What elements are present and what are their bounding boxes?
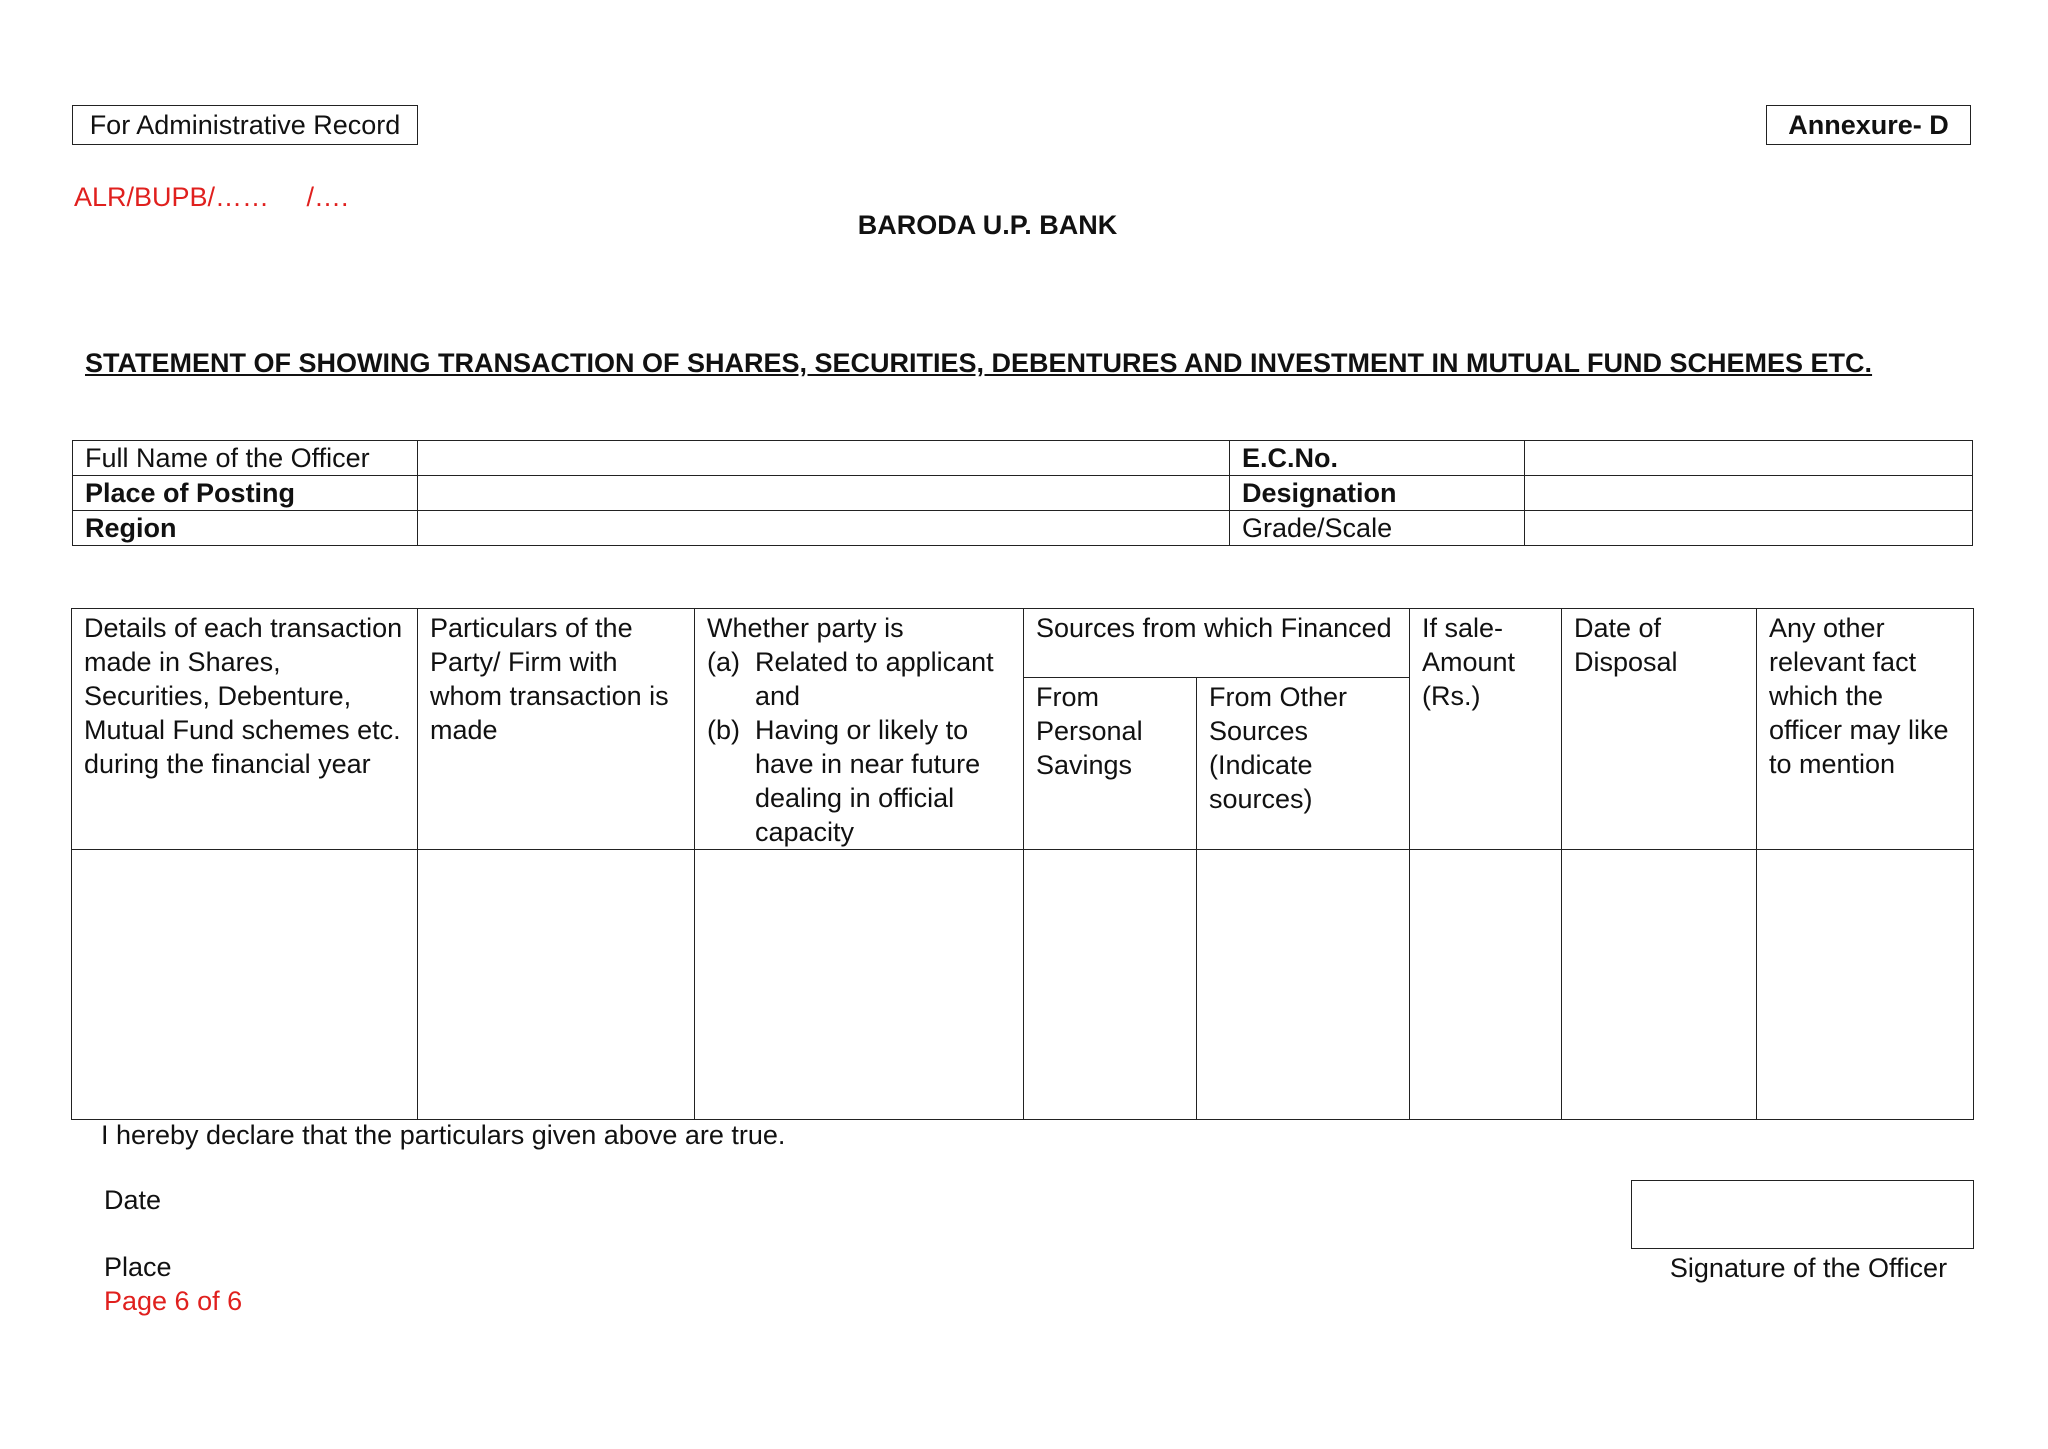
ec-no-label: E.C.No.: [1230, 441, 1525, 476]
statement-title: STATEMENT OF SHOWING TRANSACTION OF SHARES, SECURITIES, DEBENTURES AND INVESTMENT IN MUTUAL FUND SCHEMES ETC.: [85, 348, 1873, 378]
item-a-marker: (a): [707, 647, 740, 677]
entry-sources-other[interactable]: [1197, 850, 1410, 1120]
item-a-text: Related to applicant and: [755, 647, 994, 711]
grade-scale-label: Grade/Scale: [1230, 511, 1525, 546]
page-number: Page 6 of 6: [104, 1286, 243, 1316]
region-field[interactable]: [418, 511, 1230, 546]
entry-sources-personal[interactable]: [1024, 850, 1197, 1120]
region-label: Region: [73, 511, 418, 546]
annexure-label: Annexure- D: [1788, 109, 1949, 140]
entry-date-disposal[interactable]: [1562, 850, 1757, 1120]
bank-name: BARODA U.P. BANK: [857, 210, 1118, 240]
header-particulars: Particulars of the Party/ Firm with whom transaction is made: [418, 609, 695, 850]
entry-particulars[interactable]: [418, 850, 695, 1120]
transaction-entry-row: [72, 850, 1974, 1120]
entry-sale-amount[interactable]: [1410, 850, 1562, 1120]
admin-record-label: For Administrative Record: [89, 109, 401, 140]
date-label: Date: [104, 1185, 162, 1215]
header-details: Details of each transaction made in Shares, Securities, Debenture, Mutual Fund schemes etc. during the financial year: [72, 609, 418, 850]
grade-scale-field[interactable]: [1525, 511, 1973, 546]
officer-info-row: [73, 441, 1973, 476]
header-other-fact: Any other relevant fact which the officer may like to mention: [1757, 609, 1974, 850]
header-sources-other: From Other Sources (Indicate sources): [1197, 677, 1410, 849]
place-of-posting-label: Place of Posting: [73, 476, 418, 511]
header-sources-personal: From Personal Savings: [1024, 677, 1197, 849]
admin-record-box: [72, 105, 418, 145]
ec-no-field[interactable]: [1525, 441, 1973, 476]
whether-party-item-b: [707, 713, 1011, 849]
designation-label: Designation: [1230, 476, 1525, 511]
officer-info-row: [73, 511, 1973, 546]
entry-details[interactable]: [72, 850, 418, 1120]
place-of-posting-field[interactable]: [418, 476, 1230, 511]
header-date-disposal: Date of Disposal: [1562, 609, 1757, 850]
item-b-marker: (b): [707, 715, 740, 745]
officer-info-row: [73, 476, 1973, 511]
item-b-text: Having or likely to have in near future dealing in official capacity: [755, 715, 981, 847]
transaction-header-row: [72, 609, 1974, 678]
declaration-text: I hereby declare that the particulars given above are true.: [101, 1120, 786, 1150]
place-label: Place: [104, 1252, 172, 1282]
header-sources: Sources from which Financed: [1024, 609, 1410, 678]
designation-field[interactable]: [1525, 476, 1973, 511]
whether-party-item-a: [707, 645, 1011, 713]
officer-info-table: [72, 440, 1973, 546]
entry-other-fact[interactable]: [1757, 850, 1974, 1120]
header-whether-party: [695, 609, 1024, 850]
signature-label: Signature of the Officer: [1669, 1253, 1948, 1283]
transaction-table: [71, 608, 1974, 1120]
reference-number: ALR/BUPB/…… /….: [74, 182, 349, 212]
header-sale-amount: If sale-Amount (Rs.): [1410, 609, 1562, 850]
whether-party-title: Whether party is: [707, 613, 904, 643]
signature-box[interactable]: [1631, 1180, 1974, 1249]
full-name-label: Full Name of the Officer: [73, 441, 418, 476]
full-name-field[interactable]: [418, 441, 1230, 476]
annexure-box: [1766, 105, 1971, 145]
entry-whether-party[interactable]: [695, 850, 1024, 1120]
